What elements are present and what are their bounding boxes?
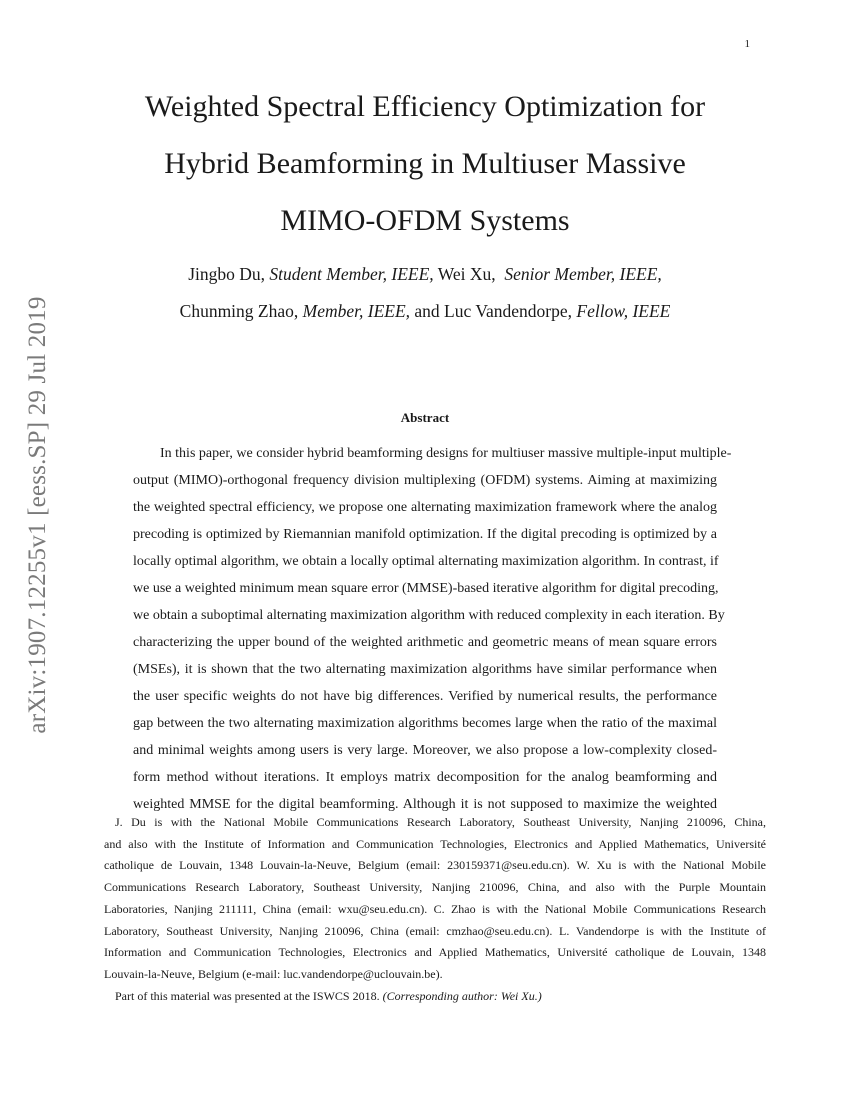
abstract-line: characterizing the upper bound of the weighted arithmetic and geometric means of mean square errors xyxy=(133,635,717,650)
footnote-line: Communications Research Laboratory, Southeast University, Nanjing 210096, China, and also with the Purple Mountain xyxy=(104,880,766,895)
abstract-line: (MSEs), it is shown that the two alternating maximization algorithms have similar performance when xyxy=(133,662,717,677)
title-line: MIMO-OFDM Systems xyxy=(280,204,570,237)
footnote-line: Laboratories, Nanjing 211111, China (email: wxu@seu.edu.cn). C. Zhao is with the National Mobile Communications Research xyxy=(104,901,766,916)
author-affiliation: Senior Member, IEEE, xyxy=(504,264,662,284)
footnote-line: Louvain-la-Neuve, Belgium (e-mail: luc.vandendorpe@uclouvain.be). xyxy=(104,966,443,981)
corresponding-author: (Corresponding author: Wei Xu.) xyxy=(382,988,542,1003)
abstract-line: weighted MMSE for the digital beamforming. Although it is not supposed to maximize the weighted xyxy=(133,797,717,812)
abstract-line: and minimal weights among users is very large. Moreover, we also propose a low-complexity closed- xyxy=(133,743,717,758)
author-affiliation: Student Member, IEEE, xyxy=(269,264,434,284)
footnote-line: J. Du is with the National Mobile Communications Research Laboratory, Southeast University, Nanjing 210096, China, xyxy=(115,815,766,829)
abstract-line: locally optimal algorithm, we obtain a locally optimal alternating maximization algorithm. In contrast, if xyxy=(133,554,719,569)
paper-title xyxy=(0,78,850,249)
abstract-line: the user specific weights do not have big differences. Verified by numerical results, the performance xyxy=(133,689,717,704)
title-line: Weighted Spectral Efficiency Optimization for xyxy=(144,90,706,123)
arxiv-stamp: arXiv:1907.12255v1 [eess.SP] 29 Jul 2019 xyxy=(24,296,51,734)
footnote-line: catholique de Louvain, 1348 Louvain-la-Neuve, Belgium (email: 230159371@seu.edu.cn). W. Xu is with the National Mobile xyxy=(104,858,766,873)
author-affiliation: Fellow, IEEE xyxy=(576,301,671,321)
footnote xyxy=(104,812,766,1007)
note-text: Part of this material was presented at the ISWCS 2018. xyxy=(115,988,383,1003)
footnote-note xyxy=(104,986,766,1008)
abstract-line: we use a weighted minimum mean square error (MMSE)-based iterative algorithm for digital precoding, xyxy=(133,581,719,596)
page-number: 1 xyxy=(744,38,750,50)
author-line xyxy=(0,256,850,293)
footnote-line: and also with the Institute of Information and Communication Technologies, Electronics and Applied Mathematics, Université xyxy=(104,836,766,851)
abstract-line: output (MIMO)-orthogonal frequency division multiplexing (OFDM) systems. Aiming at maximizing xyxy=(133,473,717,488)
abstract-line: the weighted spectral efficiency, we propose one alternating maximization framework where the analog xyxy=(133,500,717,515)
abstract-line: gap between the two alternating maximization algorithms becomes large when the ratio of the maximal xyxy=(133,716,717,731)
abstract-heading: Abstract xyxy=(400,410,450,425)
author-name: Jingbo Du, xyxy=(188,264,270,284)
abstract-line: we obtain a suboptimal alternating maximization algorithm with reduced complexity in each iteration. By xyxy=(133,608,725,623)
abstract-line: precoding is optimized by Riemannian manifold optimization. If the digital precoding is optimized by a xyxy=(133,527,717,542)
footnote-line: Information and Communication Technologies, Electronics and Applied Mathematics, Université catholique de Louvain, 1348 xyxy=(104,945,766,960)
author-name: and Luc Vandendorpe, xyxy=(410,301,577,321)
title-line: Hybrid Beamforming in Multiuser Massive xyxy=(164,147,686,180)
author-line xyxy=(0,293,850,330)
author-name: Chunming Zhao, xyxy=(179,301,303,321)
author-name: Wei Xu, xyxy=(433,264,505,284)
abstract-line: form method without iterations. It employs matrix decomposition for the analog beamforming and xyxy=(133,770,717,785)
author-affiliation: Member, IEEE, xyxy=(302,301,411,321)
abstract-body xyxy=(133,440,732,818)
footnote-line: Laboratory, Southeast University, Nanjing 210096, China (email: cmzhao@seu.edu.cn). L. Vandendorpe is with the Institute of xyxy=(104,923,766,938)
abstract-line: In this paper, we consider hybrid beamforming designs for multiuser massive multiple-input multiple- xyxy=(160,446,732,461)
author-list xyxy=(0,256,850,330)
